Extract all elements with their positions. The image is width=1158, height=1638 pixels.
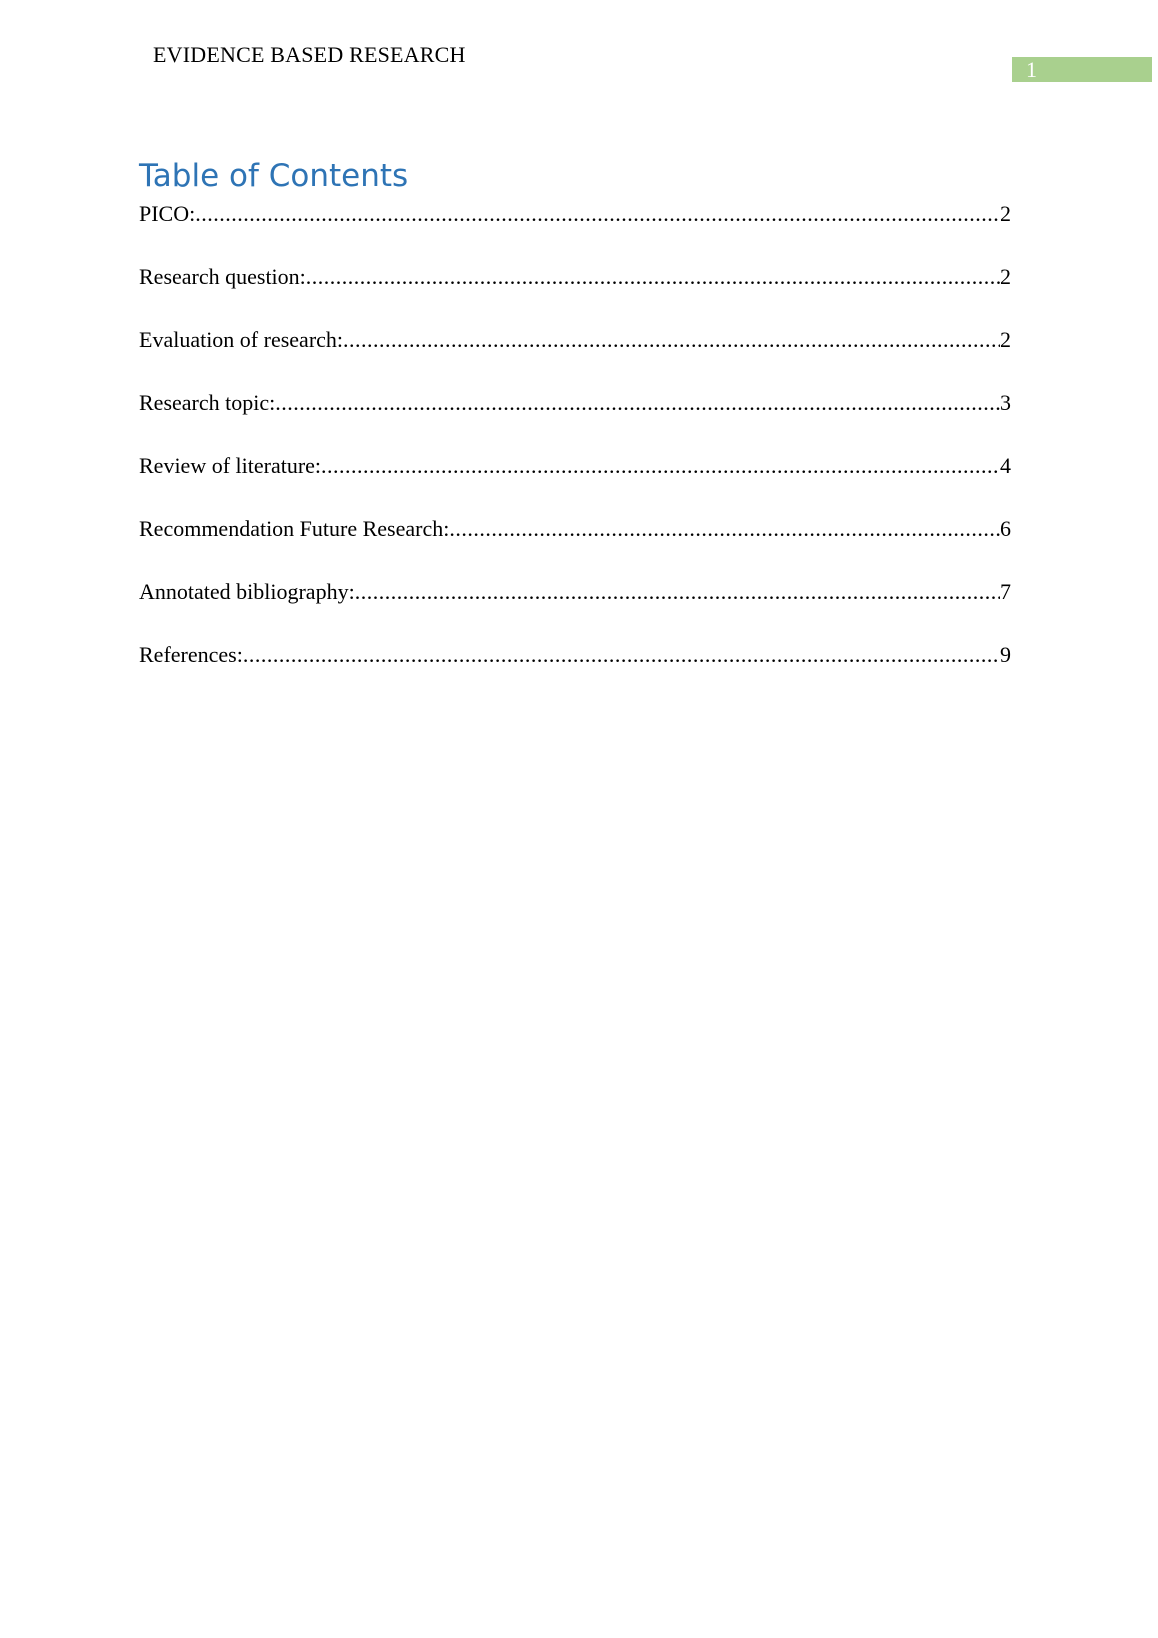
toc-entry[interactable] bbox=[139, 640, 1011, 703]
toc-entry-label: Recommendation Future Research: bbox=[139, 516, 450, 541]
toc-entry-label: PICO: bbox=[139, 201, 196, 226]
page-number-box bbox=[1012, 57, 1152, 82]
toc-entry-label: Annotated bibliography: bbox=[139, 579, 355, 604]
toc-dot-leader bbox=[355, 577, 1000, 607]
toc-entry-page: 3 bbox=[1000, 390, 1011, 415]
toc-dot-leader bbox=[343, 325, 1000, 355]
toc-entry-label: Research topic: bbox=[139, 390, 276, 415]
toc-entry-page: 6 bbox=[1000, 516, 1011, 541]
running-head: EVIDENCE BASED RESEARCH bbox=[153, 42, 466, 67]
toc-entry-label: Review of literature: bbox=[139, 453, 322, 478]
toc-entry[interactable] bbox=[139, 577, 1011, 640]
toc-entry-page: 7 bbox=[1000, 579, 1011, 604]
toc-entry[interactable] bbox=[139, 262, 1011, 325]
toc-dot-leader bbox=[449, 514, 1000, 544]
toc-entry-label: References: bbox=[139, 642, 243, 667]
toc-entry-page: 2 bbox=[1000, 327, 1011, 352]
toc-dot-leader bbox=[306, 262, 1000, 292]
toc-dot-leader bbox=[275, 388, 1000, 418]
toc-title: Table of Contents bbox=[139, 158, 409, 194]
toc-dot-leader bbox=[243, 640, 1000, 670]
toc-entry[interactable] bbox=[139, 388, 1011, 451]
toc-entry[interactable] bbox=[139, 451, 1011, 514]
toc-entry-page: 4 bbox=[1000, 453, 1011, 478]
page-number: 1 bbox=[1026, 57, 1037, 82]
toc-dot-leader bbox=[321, 451, 1000, 481]
toc-entry-page: 2 bbox=[1000, 264, 1011, 289]
toc-entry-page: 2 bbox=[1000, 201, 1011, 226]
toc-list bbox=[139, 199, 1011, 703]
toc-entry-page: 9 bbox=[1000, 642, 1011, 667]
toc-entry-label: Research question: bbox=[139, 264, 306, 289]
toc-entry[interactable] bbox=[139, 325, 1011, 388]
toc-entry-label: Evaluation of research: bbox=[139, 327, 344, 352]
toc-entry[interactable] bbox=[139, 514, 1011, 577]
toc-dot-leader bbox=[195, 199, 1000, 229]
toc-entry[interactable] bbox=[139, 199, 1011, 262]
